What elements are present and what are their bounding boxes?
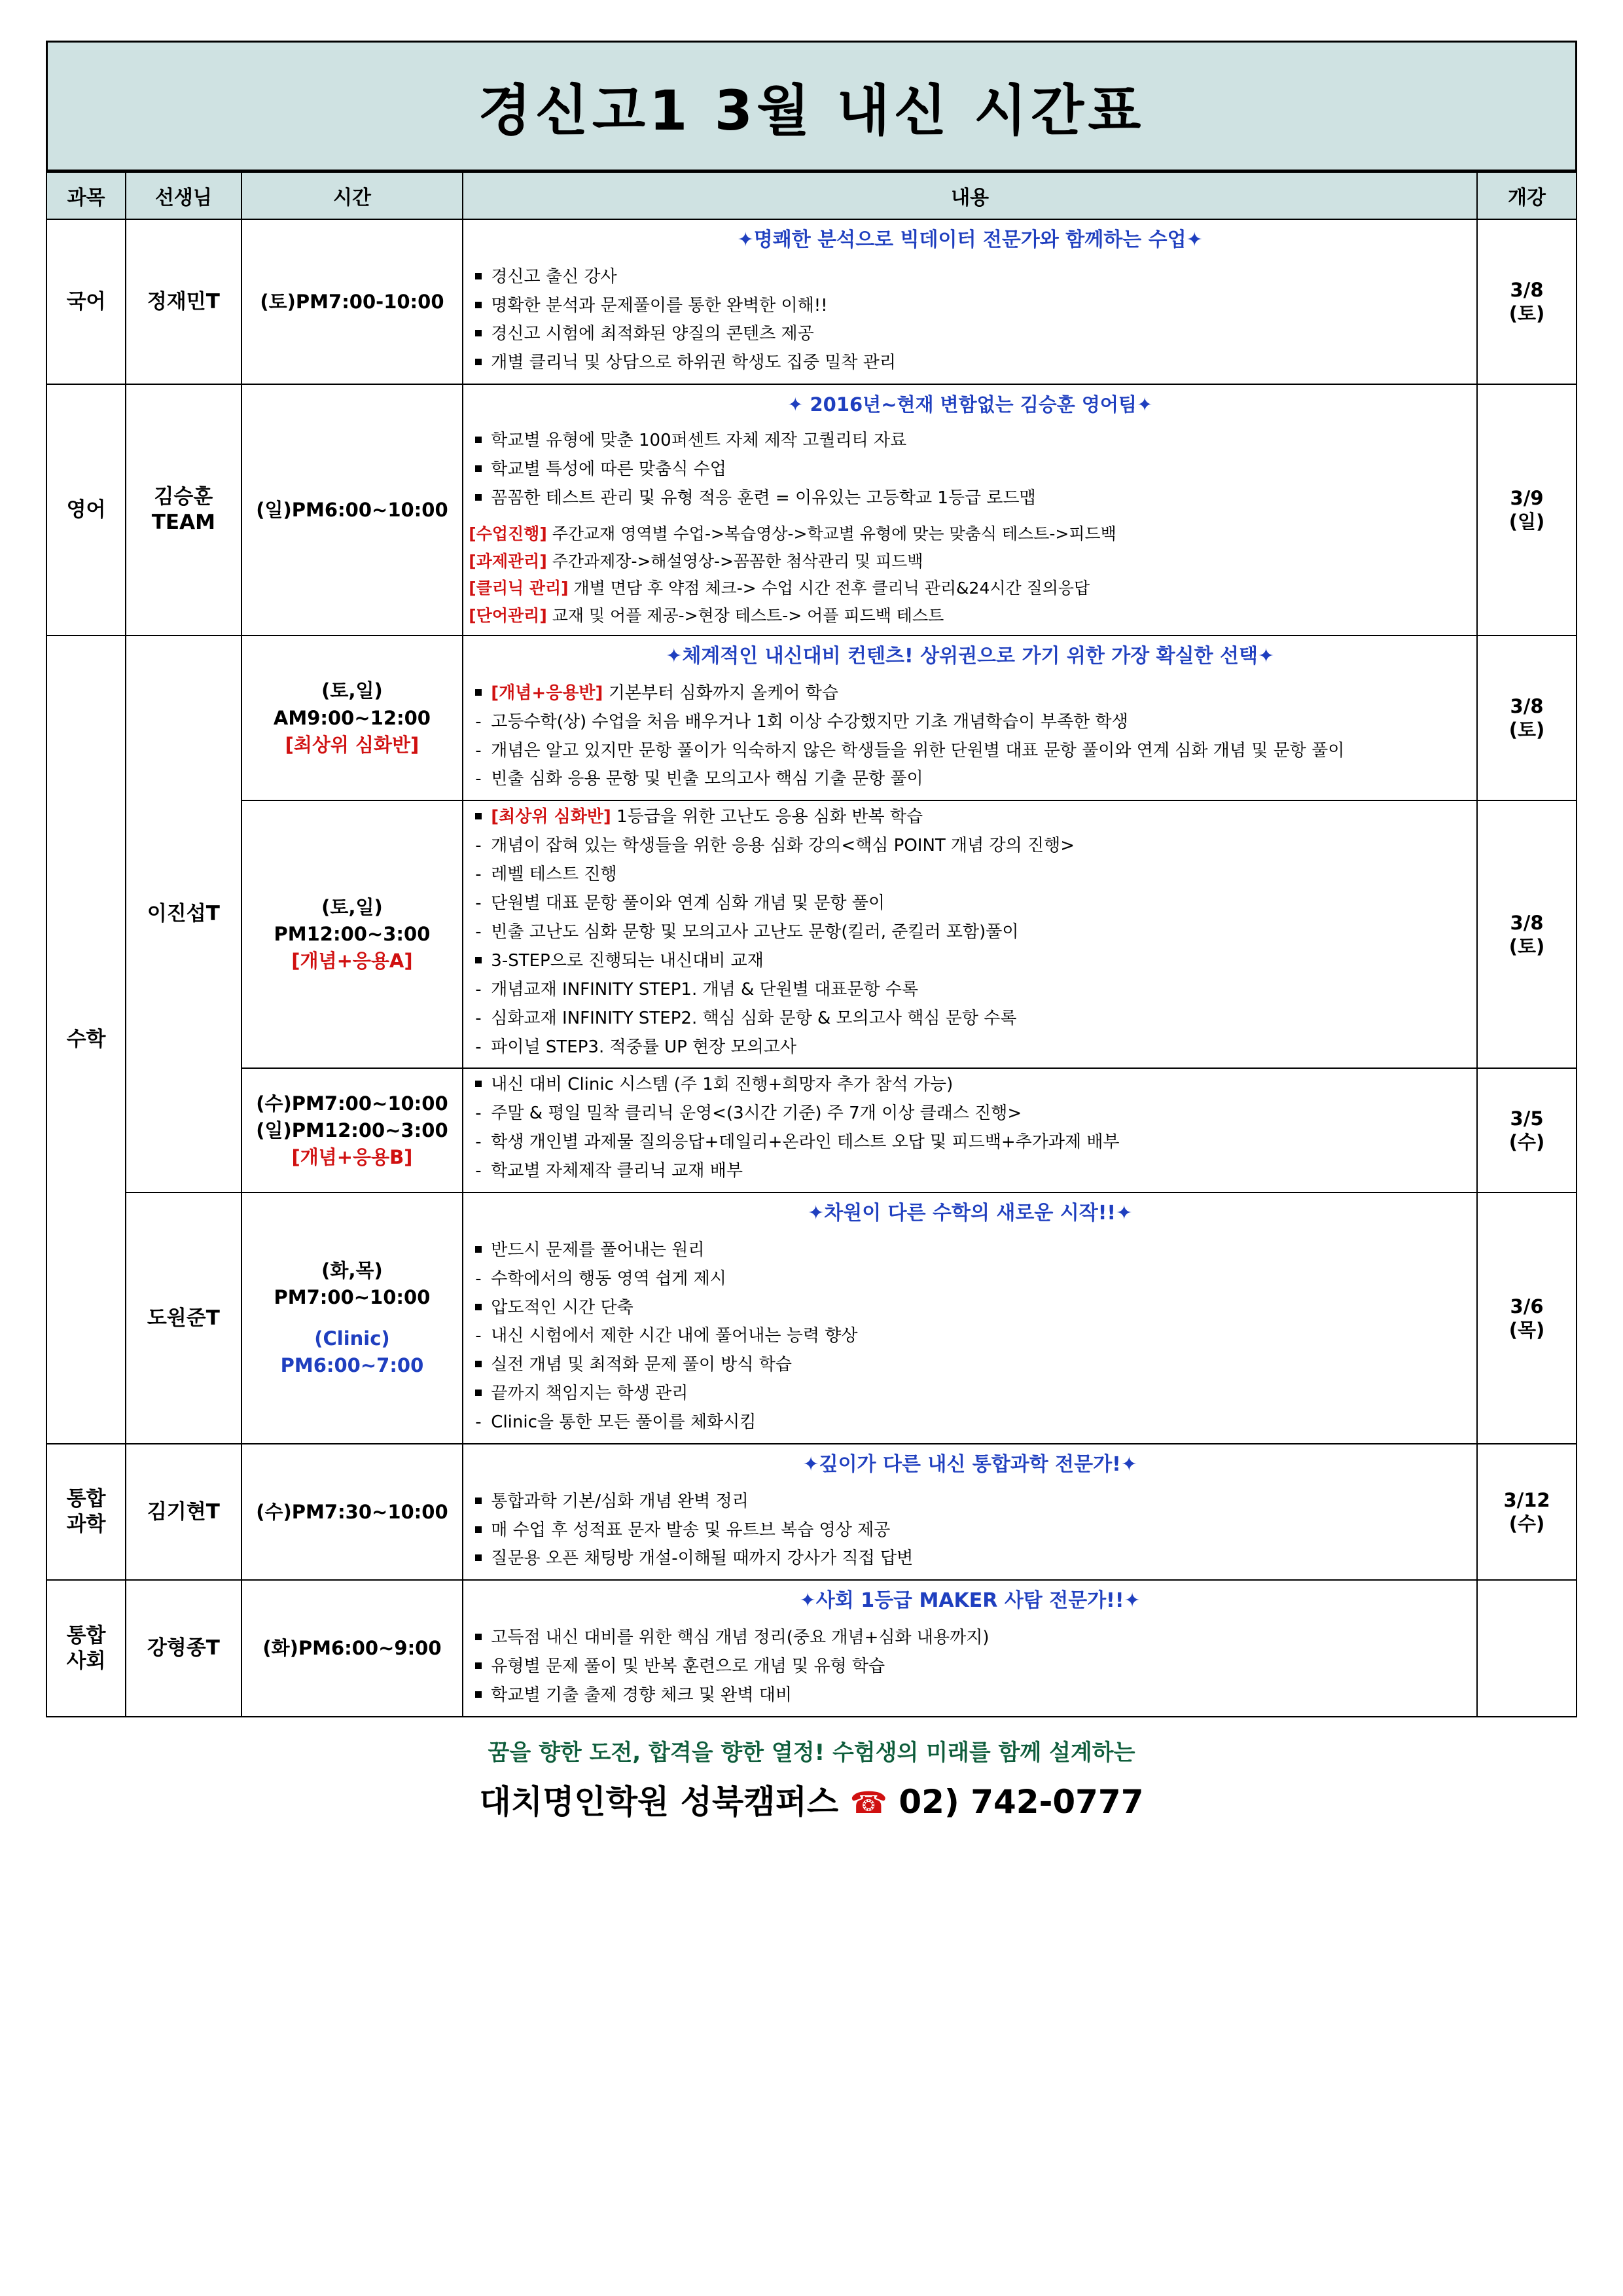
row-time: (일)PM6:00~10:00	[241, 384, 463, 636]
page-title: 경신고1 3월 내신 시간표	[478, 78, 1145, 143]
table-row	[46, 1580, 1577, 1716]
list-item-tag: [개념+응용반]	[491, 683, 603, 703]
row-teacher: 정재민T	[126, 219, 241, 384]
list-item: - 단원별 대표 문항 풀이와 연계 심화 개념 및 문항 풀이	[491, 891, 1471, 916]
list-item: - 수학에서의 행동 영역 쉽게 제시	[491, 1267, 1471, 1291]
row-content	[463, 384, 1477, 636]
list-item: - 고등수학(상) 수업을 처음 배우거나 1회 이상 수강했지만 기초 개념학습이 부족한 학생	[491, 710, 1471, 734]
row-subject: 통합 과학	[46, 1444, 126, 1580]
row-content	[463, 219, 1477, 384]
list-item: - 레벨 테스트 진행	[491, 863, 1471, 887]
row-content	[463, 1444, 1477, 1580]
list-item: 고득점 내신 대비를 위한 핵심 개념 정리(중요 개념+심화 내용까지)	[491, 1626, 1471, 1650]
row-open-date: 3/12 (수)	[1477, 1444, 1577, 1580]
list-item: 끝까지 책임지는 학생 관리	[491, 1382, 1471, 1406]
content-list	[469, 1238, 1471, 1435]
content-headline: ✦ 2016년~현재 변함없는 김승훈 영어팀✦	[787, 393, 1153, 416]
time-line: (화,목)	[321, 1259, 383, 1282]
list-item: - Clinic을 통한 모든 풀이를 체화시킴	[491, 1410, 1471, 1435]
col-teacher: 선생님	[126, 172, 241, 219]
row-open-date: 3/5 (수)	[1477, 1068, 1577, 1193]
list-item: 매 수업 후 성적표 문자 발송 및 유트브 복습 영상 제공	[491, 1518, 1471, 1543]
time-line: (수)PM7:00~10:00	[256, 1092, 448, 1115]
row-subject: 통합 사회	[46, 1580, 126, 1716]
list-item: 학교별 특성에 따른 맞춤식 수업	[491, 457, 1471, 482]
row-content	[463, 1580, 1477, 1716]
row-content	[463, 636, 1477, 800]
time-badge: [최상위 심화반]	[285, 733, 419, 756]
row-teacher: 강형종T	[126, 1580, 241, 1716]
table-row	[46, 219, 1577, 384]
row-open-date	[1477, 1580, 1577, 1716]
row-teacher: 도원준T	[126, 1193, 241, 1444]
time-line: (토,일)	[321, 896, 383, 919]
list-item: 경신고 출신 강사	[491, 265, 1471, 289]
row-teacher: 김승훈 TEAM	[126, 384, 241, 636]
time-badge: [개념+응용B]	[291, 1145, 413, 1168]
table-row	[46, 1444, 1577, 1580]
list-item: 학교별 기출 출제 경향 체크 및 완벽 대비	[491, 1683, 1471, 1708]
list-item: - 개념이 잡혀 있는 학생들을 위한 응용 심화 강의<핵심 POINT 개념 강의 진행>	[491, 834, 1471, 858]
content-list	[469, 1490, 1471, 1571]
content-list	[469, 1073, 1471, 1183]
time-line: AM9:00~12:00	[273, 706, 431, 729]
content-list	[469, 681, 1471, 792]
table-row	[46, 1193, 1577, 1444]
list-item: - 빈출 심화 응용 문항 및 빈출 모의고사 핵심 기출 문항 풀이	[491, 767, 1471, 791]
row-time	[241, 636, 463, 800]
list-item: 실전 개념 및 최적화 문제 풀이 방식 학습	[491, 1353, 1471, 1377]
row-open-date: 3/8 (토)	[1477, 800, 1577, 1068]
col-open: 개강	[1477, 172, 1577, 219]
list-item: - 파이널 STEP3. 적중률 UP 현장 모의고사	[491, 1035, 1471, 1060]
row-open-date: 3/6 (목)	[1477, 1193, 1577, 1444]
phone-number[interactable]: 02) 742-0777	[899, 1782, 1144, 1821]
row-time	[241, 1193, 463, 1444]
col-subject: 과목	[46, 172, 126, 219]
row-content	[463, 1193, 1477, 1444]
time-line: PM7:00~10:00	[274, 1285, 431, 1308]
time-badge: [개념+응용A]	[291, 950, 413, 973]
content-headline: ✦깊이가 다른 내신 통합과학 전문가!✦	[802, 1453, 1137, 1477]
col-time: 시간	[241, 172, 463, 219]
clinic-label: (Clinic)	[314, 1327, 390, 1350]
row-subject: 국어	[46, 219, 126, 384]
note-tag: [단어관리]	[469, 605, 547, 625]
time-line: PM12:00~3:00	[274, 923, 431, 946]
schedule-table	[46, 171, 1577, 1717]
footer	[46, 1734, 1577, 1823]
row-content	[463, 1068, 1477, 1193]
time-line: (토,일)	[321, 679, 383, 702]
list-item: 꼼꼼한 테스트 관리 및 유형 적응 훈련 = 이유있는 고등학교 1등급 로드맵	[491, 486, 1471, 511]
list-item: 내신 대비 Clinic 시스템 (주 1회 진행+희망자 추가 참석 가능)	[491, 1073, 1471, 1097]
list-item: - 내신 시험에서 제한 시간 내에 풀어내는 능력 향상	[491, 1324, 1471, 1348]
list-item: [최상위 심화반] 1등급을 위한 고난도 응용 심화 반복 학습	[491, 805, 1471, 829]
row-time: (토)PM7:00-10:00	[241, 219, 463, 384]
list-item: - 빈출 고난도 심화 문항 및 모의고사 고난도 문항(킬러, 준킬러 포함)풀이	[491, 920, 1471, 944]
list-item: - 주말 & 평일 밀착 클리닉 운영<(3시간 기준) 주 7개 이상 클래스 진행>	[491, 1102, 1471, 1126]
content-list	[469, 1626, 1471, 1708]
row-open-date: 3/8 (토)	[1477, 219, 1577, 384]
content-headline: ✦명쾌한 분석으로 빅데이터 전문가와 함께하는 수업✦	[737, 228, 1203, 251]
row-subject: 수학	[46, 636, 126, 1444]
table-row	[46, 800, 1577, 1068]
note-tag: [클리닉 관리]	[469, 579, 569, 598]
phone-icon: ☎	[849, 1784, 887, 1820]
row-teacher: 김기현T	[126, 1444, 241, 1580]
content-notes	[469, 522, 1471, 627]
title-bar	[46, 41, 1577, 171]
list-item: 경신고 시험에 최적화된 양질의 콘텐츠 제공	[491, 322, 1471, 346]
note-line: [클리닉 관리] 개별 면담 후 약점 체크-> 수업 시간 전후 클리닉 관리&24시간 질의응답	[469, 579, 1090, 598]
content-list	[469, 429, 1471, 511]
list-item: - 개념은 알고 있지만 문항 풀이가 익숙하지 않은 학생들을 위한 단원별 대표 문항 풀이와 연계 심화 개념 및 문항 풀이	[491, 739, 1471, 763]
note-tag: [과제관리]	[469, 551, 547, 571]
content-headline: ✦차원이 다른 수학의 새로운 시작!!✦	[808, 1202, 1133, 1225]
row-time	[241, 1068, 463, 1193]
note-line: [단어관리] 교재 및 어플 제공->현장 테스트-> 어플 피드백 테스트	[469, 605, 944, 625]
list-item: [개념+응용반] 기본부터 심화까지 올케어 학습	[491, 681, 1471, 706]
academy-name: 대치명인학원 성북캠퍼스	[479, 1782, 839, 1821]
row-time	[241, 800, 463, 1068]
list-item: - 개념교재 INFINITY STEP1. 개념 & 단원별 대표문항 수록	[491, 978, 1471, 1002]
row-open-date: 3/8 (토)	[1477, 636, 1577, 800]
content-headline: ✦사회 1등급 MAKER 사탐 전문가!!✦	[799, 1589, 1141, 1613]
list-item: 명확한 분석과 문제풀이를 통한 완벽한 이해!!	[491, 294, 1471, 318]
content-list	[469, 265, 1471, 376]
list-item: 개별 클리닉 및 상담으로 하위권 학생도 집중 밀착 관리	[491, 351, 1471, 375]
clinic-time: PM6:00~7:00	[280, 1354, 424, 1377]
note-line: [과제관리] 주간과제장->해설영상->꼼꼼한 첨삭관리 및 피드백	[469, 551, 923, 571]
table-row	[46, 1068, 1577, 1193]
table-header-row	[46, 172, 1577, 219]
row-teacher: 이진섭T	[126, 636, 241, 1193]
row-subject: 영어	[46, 384, 126, 636]
note-line: [수업진행] 주간교재 영역별 수업->복습영상->학교별 유형에 맞는 맞춤식 테스트->피드백	[469, 524, 1116, 544]
content-list	[469, 805, 1471, 1059]
list-item: 압도적인 시간 단축	[491, 1296, 1471, 1320]
list-item: 유형별 문제 풀이 및 반복 훈련으로 개념 및 유형 학습	[491, 1655, 1471, 1679]
list-item-tag: [최상위 심화반]	[491, 807, 611, 827]
list-item: 반드시 문제를 풀어내는 원리	[491, 1238, 1471, 1263]
list-item: - 학생 개인별 과제물 질의응답+데일리+온라인 테스트 오답 및 피드백+추가과제 배부	[491, 1130, 1471, 1155]
list-item: - 심화교재 INFINITY STEP2. 핵심 심화 문항 & 모의고사 핵심 문항 수록	[491, 1007, 1471, 1031]
row-open-date: 3/9 (일)	[1477, 384, 1577, 636]
note-tag: [수업진행]	[469, 524, 547, 544]
row-time: (화)PM6:00~9:00	[241, 1580, 463, 1716]
table-row	[46, 636, 1577, 800]
list-item: 학교별 유형에 맞춘 100퍼센트 자체 제작 고퀄리티 자료	[491, 429, 1471, 453]
col-content: 내용	[463, 172, 1477, 219]
row-content	[463, 800, 1477, 1068]
footer-contact	[46, 1776, 1577, 1823]
list-item: 질문용 오픈 채팅방 개설-이해될 때까지 강사가 직접 답변	[491, 1547, 1471, 1571]
list-item: 통합과학 기본/심화 개념 완벽 정리	[491, 1490, 1471, 1514]
row-time: (수)PM7:30~10:00	[241, 1444, 463, 1580]
table-row	[46, 384, 1577, 636]
footer-slogan: 꿈을 향한 도전, 합격을 향한 열정! 수험생의 미래를 함께 설계하는	[488, 1739, 1135, 1766]
list-item: - 학교별 자체제작 클리닉 교재 배부	[491, 1159, 1471, 1183]
content-headline: ✦체계적인 내신대비 컨텐츠! 상위권으로 가기 위한 가장 확실한 선택✦	[666, 645, 1275, 668]
list-item: 3-STEP으로 진행되는 내신대비 교재	[491, 949, 1471, 973]
time-line: (일)PM12:00~3:00	[256, 1119, 448, 1141]
